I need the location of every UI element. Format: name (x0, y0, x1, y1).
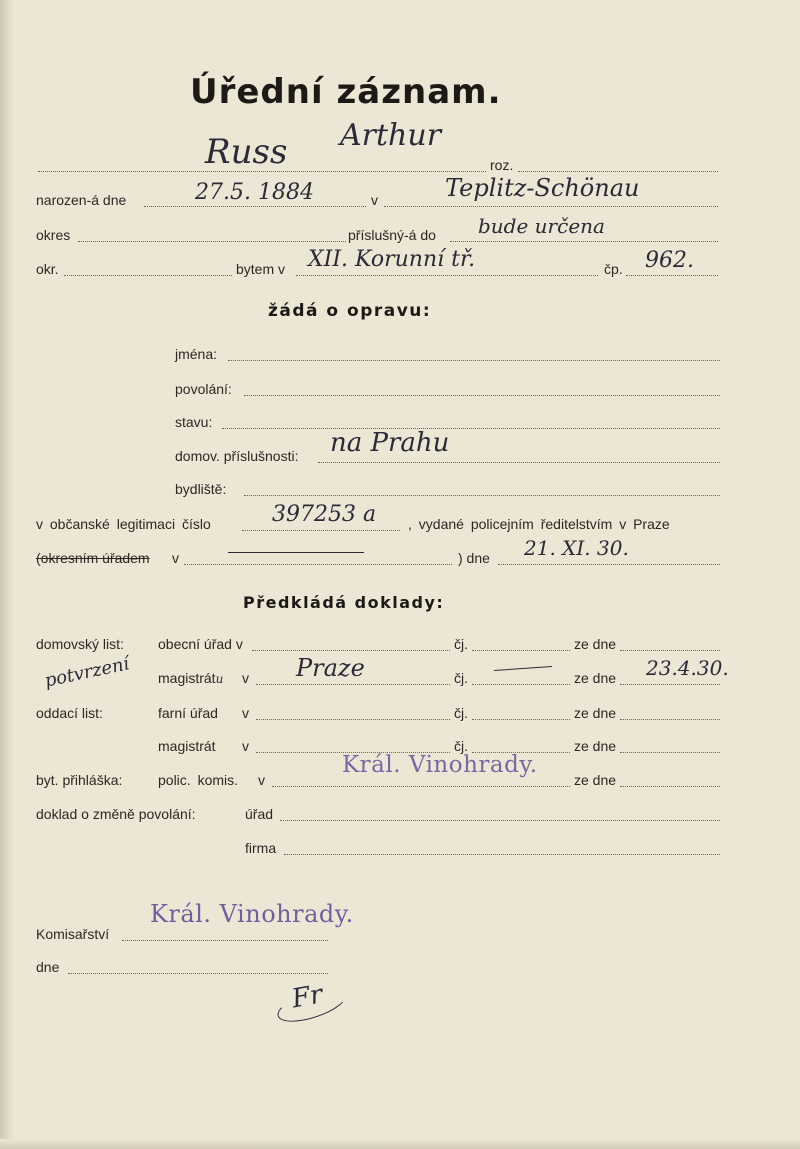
stavu-label: stavu: (175, 414, 213, 430)
magistrat-cj-dash (494, 666, 552, 671)
form-title: Úřední záznam. (190, 72, 502, 112)
firma-label: firma (245, 840, 277, 856)
request-heading: žádá o opravu: (268, 301, 432, 321)
magistrat2-label: magistrát (158, 738, 216, 754)
magistrat2-zedne-label: ze dne (574, 738, 617, 754)
magistrat-date-line (620, 684, 720, 685)
firma-line (284, 854, 720, 855)
born-place-v-label: v (371, 192, 378, 208)
byt-label: byt. přihláška: (36, 772, 123, 788)
name-line (38, 171, 486, 172)
okresnim-label: (okresním úřadem (36, 550, 150, 566)
paper-edge-left (0, 0, 14, 1149)
povolani-line (244, 395, 720, 396)
okresnim-v-label: v (172, 550, 179, 566)
footer-dne-line (68, 973, 328, 974)
magistrat-zedne-label: ze dne (574, 670, 617, 686)
polic-v-label: v (258, 772, 265, 788)
magistrat2-date-line (620, 752, 720, 753)
handwritten-last-name: Russ (205, 132, 288, 172)
okr-label: okr. (36, 261, 59, 277)
documents-heading: Předkládá doklady: (243, 593, 445, 612)
bydliste-label: bydliště: (175, 481, 227, 497)
polic-place-line (272, 786, 570, 787)
roz-line (518, 171, 718, 172)
bydliste-line (244, 495, 720, 496)
paper-edge-bottom (0, 1139, 800, 1149)
byt-date-line (620, 786, 720, 787)
handwritten-magistrat-date: 23.4.30. (646, 656, 729, 680)
farni-zedne-label: ze dne (574, 705, 617, 721)
jmena-line (228, 360, 720, 361)
domovsky-cj-line (472, 650, 570, 651)
handwritten-domov: na Prahu (330, 428, 450, 458)
roz-label: roz. (490, 157, 514, 173)
bytem-label: bytem v (236, 261, 286, 277)
magistrat-cj-label: čj. (454, 670, 468, 686)
legitimace-issued-label: , vydané policejním ředitelstvím v Praze (408, 516, 670, 532)
handwritten-address: XII. Korunní tř. (308, 247, 476, 272)
urad-label: úřad (245, 806, 274, 822)
handwritten-prislusny: bude určena (478, 214, 605, 238)
obecni-label: obecní úřad v (158, 636, 243, 652)
magistrat-label-text: magistrát (158, 670, 216, 686)
farni-v-label: v (242, 705, 249, 721)
stavu-line (222, 428, 720, 429)
police-commissariat-stamp: Král. Vinohrady. (342, 752, 538, 778)
jmena-label: jména: (175, 346, 218, 362)
obecni-line (252, 650, 450, 651)
legitimace-date-line (498, 564, 720, 565)
handwritten-birth-date: 27.5. 1884 (195, 180, 314, 205)
legitimace-label: v občanské legitimaci číslo (36, 516, 211, 532)
magistrat-suffix: u (215, 672, 224, 686)
polic-label: polic. komis. (158, 772, 239, 788)
handwritten-first-name: Arthur (340, 118, 442, 153)
komisarstvi-line (122, 940, 328, 941)
oddaci-label: oddací list: (36, 705, 103, 721)
magistrat2-v-label: v (242, 738, 249, 754)
handwritten-magistrat-place: Praze (296, 654, 365, 682)
komisarstvi-label: Komisařství (36, 926, 110, 942)
handwritten-house-number: 962. (645, 248, 694, 273)
okres-label: okres (36, 227, 71, 243)
prislusny-label: příslušný-á do (348, 227, 436, 243)
officer-signature: Fr (289, 979, 325, 1015)
handwritten-potvrzeni: potvrzení (42, 653, 132, 692)
legitimace-number-line (242, 530, 400, 531)
farni-cj-label: čj. (454, 705, 468, 721)
komisarstvi-stamp: Král. Vinohrady. (150, 900, 354, 928)
urad-line (280, 820, 720, 821)
born-label: narozen-á dne (36, 192, 127, 208)
magistrat2-cj-label: čj. (454, 738, 468, 754)
magistrat-label (158, 670, 223, 686)
okresnim-dash (228, 552, 364, 553)
domov-line (318, 462, 720, 463)
domovsky-date-line (620, 650, 720, 651)
born-date-line (144, 206, 366, 207)
farni-place-line (256, 719, 450, 720)
doklad-label: doklad o změně povolání: (36, 806, 196, 822)
domov-label: domov. příslušnosti: (175, 448, 299, 464)
handwritten-birth-place: Teplitz-Schönau (445, 174, 640, 202)
magistrat-v-label: v (242, 670, 249, 686)
byt-zedne-label: ze dne (574, 772, 617, 788)
born-place-line (384, 206, 718, 207)
prislusny-line (450, 241, 718, 242)
farni-date-line (620, 719, 720, 720)
okr-line (64, 275, 232, 276)
magistrat-place-line (256, 684, 450, 685)
povolani-label: povolání: (175, 381, 232, 397)
magistrat-cj-line (472, 684, 570, 685)
bytem-line (296, 275, 598, 276)
handwritten-legitimace-date: 21. XI. 30. (524, 536, 629, 560)
farni-cj-line (472, 719, 570, 720)
domovsky-label: domovský list: (36, 636, 124, 652)
okresnim-place-line (184, 564, 452, 565)
legitimace-dne-label: ) dne (458, 550, 490, 566)
footer-dne-label: dne (36, 959, 60, 975)
cp-line (626, 275, 718, 276)
domovsky-zedne-label: ze dne (574, 636, 617, 652)
domovsky-cj-label: čj. (454, 636, 468, 652)
cp-label: čp. (604, 261, 623, 277)
okres-line (78, 241, 346, 242)
farni-label: farní úřad (158, 705, 218, 721)
handwritten-legitimace-number: 397253 a (272, 502, 377, 527)
